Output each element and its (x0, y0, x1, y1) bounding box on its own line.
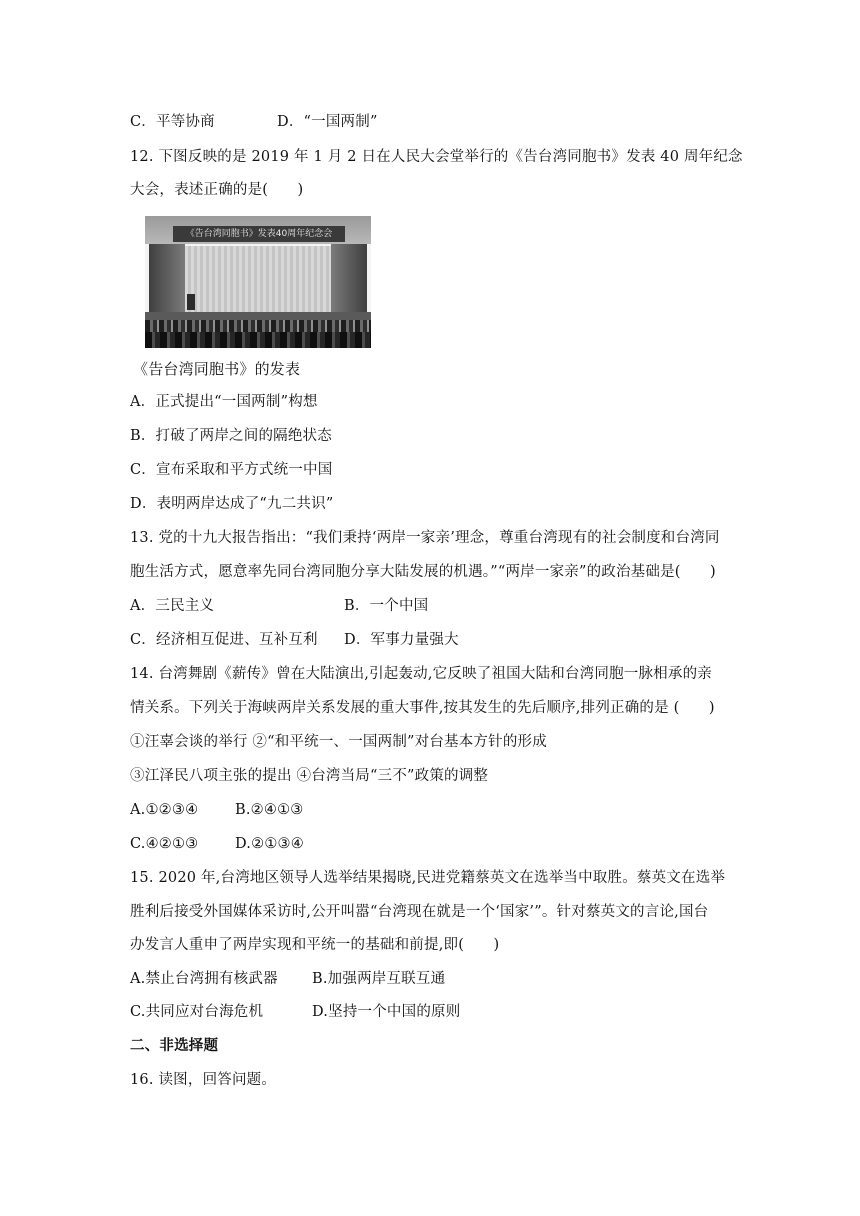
q14-option-a: A.①②③④ (130, 802, 199, 818)
section-title-non-choice: 二、非选择题 (130, 1038, 219, 1054)
photo-banner (173, 226, 345, 242)
q12-option-c: C．宣布采取和平方式统一中国 (130, 462, 333, 478)
q14-item-line2: ③江泽民八项主张的提出 ④台湾当局“三不”政策的调整 (130, 768, 489, 784)
q11-option-c: C．平等协商 (130, 114, 215, 130)
q15-option-c: C.共同应对台海危机 (130, 1004, 264, 1020)
q12-option-a: A．正式提出“一国两制”构想 (130, 394, 318, 410)
q12-option-b: B．打破了两岸之间的隔绝状态 (130, 428, 332, 444)
q14-stem-line2: 情关系。下列关于海峡两岸关系发展的重大事件,按其发生的先后顺序,排列正确的是 ( ) (130, 700, 715, 716)
q13-stem-line2: 胞生活方式，愿意率先同台湾同胞分享大陆发展的机遇。”“两岸一家亲”的政治基础是( ) (130, 564, 716, 580)
q13-option-d: D．军事力量强大 (344, 632, 459, 648)
q15-stem-line1: 15. 2020 年,台湾地区领导人选举结果揭晓,民进党籍蔡英文在选举当中取胜。蔡英文在选举 (130, 870, 726, 886)
q12-stem-line2: 大会，表述正确的是( ) (130, 182, 304, 198)
q15-option-d: D.坚持一个中国的原则 (312, 1004, 461, 1020)
q15-stem-line3: 办发言人重申了两岸实现和平统一的基础和前提,即( ) (130, 937, 500, 953)
q15-option-a: A.禁止台湾拥有核武器 (130, 971, 278, 987)
q12-stem-line1: 12. 下图反映的是 2019 年 1 月 2 日在人民大会堂举行的《告台湾同胞书》发表 40 周年纪念 (130, 149, 743, 165)
q13-option-a: A．三民主义 (130, 598, 215, 614)
q13-option-b: B．一个中国 (344, 598, 429, 614)
photo-banner-text: 《告台湾同胞书》发表40周年纪念会 (185, 229, 333, 239)
q15-option-b: B.加强两岸互联互通 (312, 971, 446, 987)
q12-photo-caption: 《告台湾同胞书》的发表 (133, 360, 301, 378)
q15-stem-line2: 胜利后接受外国媒体采访时,公开叫嚣“台湾现在就是一个‘国家’”。针对蔡英文的言论,国台 (130, 904, 709, 920)
q14-item-line1: ①汪辜会谈的举行 ②“和平统一、一国两制”对台基本方针的形成 (130, 734, 547, 750)
q14-option-c: C.④②①③ (130, 836, 199, 852)
q14-stem-line1: 14. 台湾舞剧《薪传》曾在大陆演出,引起轰动,它反映了祖国大陆和台湾同胞一脉相承的亲 (130, 666, 712, 682)
q11-option-d: D．“一国两制” (277, 114, 378, 130)
q14-option-d: D.②①③④ (235, 836, 304, 852)
q14-option-b: B.②④①③ (235, 802, 304, 818)
q12-option-d: D．表明两岸达成了“九二共识” (130, 496, 334, 512)
q16-stem: 16. 读图，回答问题。 (130, 1072, 277, 1088)
q13-option-c: C．经济相互促进、互补互利 (130, 632, 318, 648)
q12-photo-conference-hall (145, 216, 371, 348)
q13-stem-line1: 13. 党的十九大报告指出：“我们秉持‘两岸一家亲’理念，尊重台湾现有的社会制度和台湾同 (130, 530, 720, 546)
